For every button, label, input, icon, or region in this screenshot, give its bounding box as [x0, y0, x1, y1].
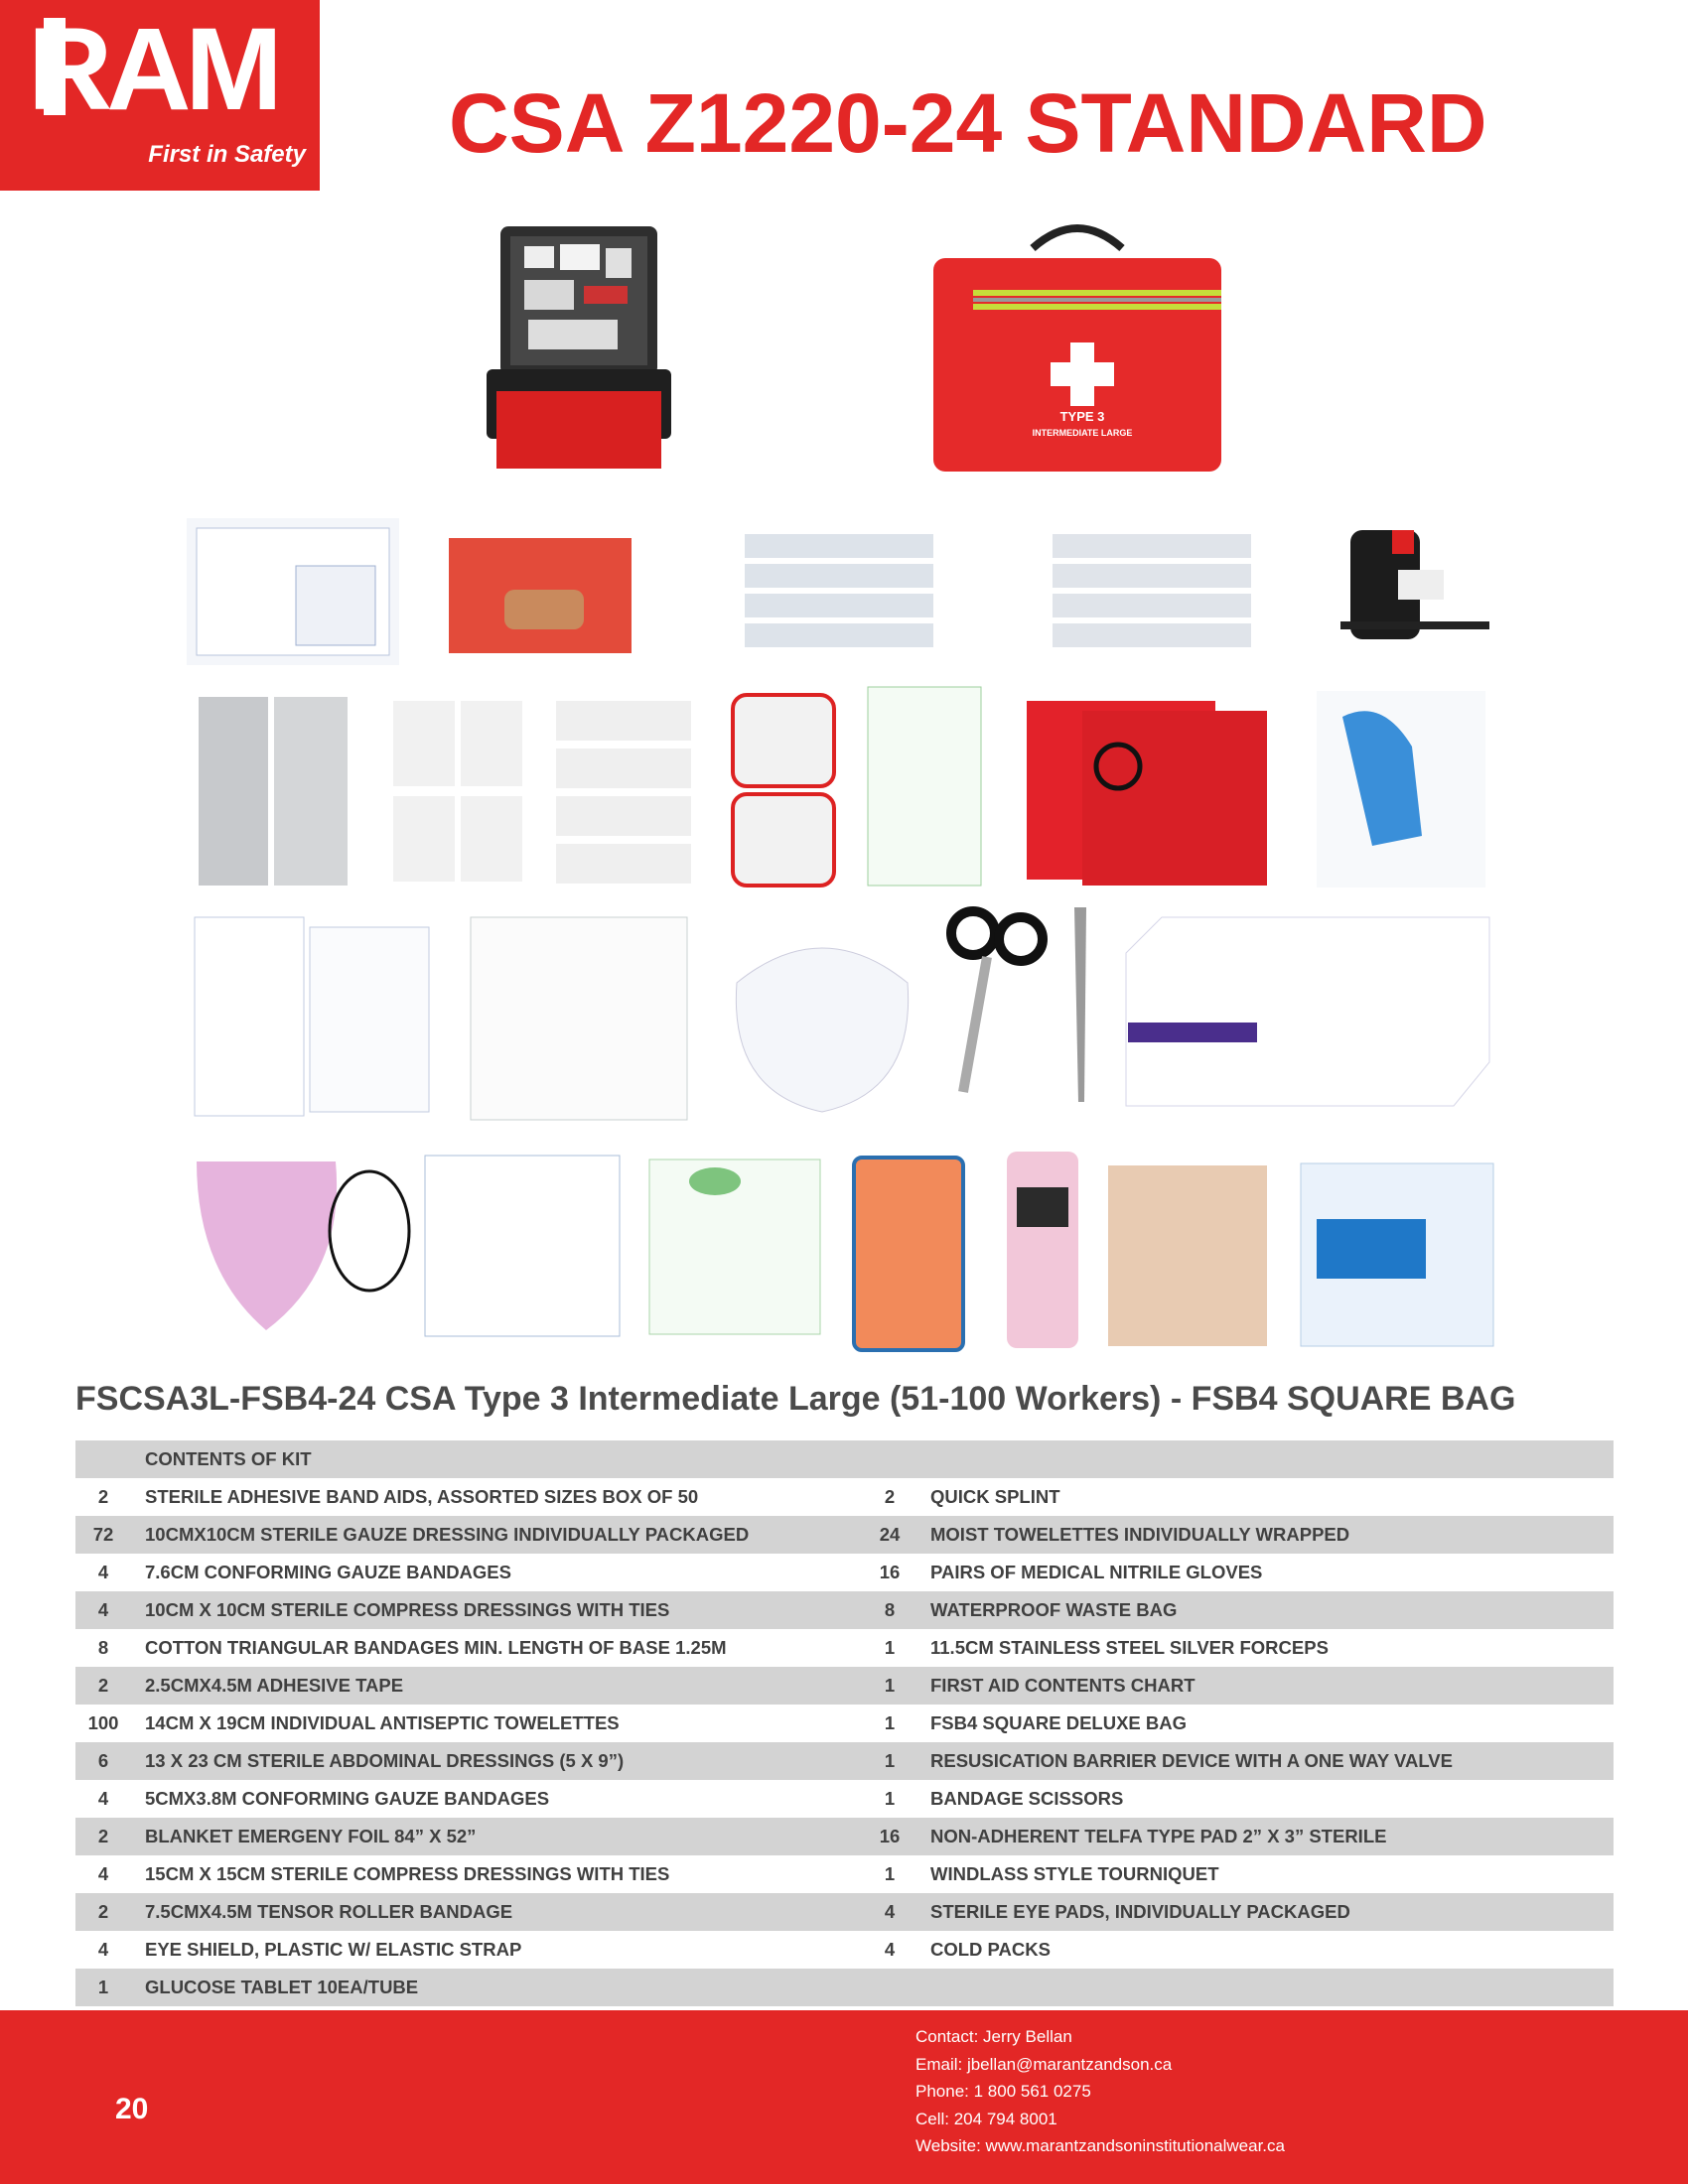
contact-name: Contact: Jerry Bellan — [915, 2027, 1072, 2046]
item-qty: 24 — [863, 1516, 916, 1554]
table-row — [75, 1742, 1614, 1780]
item-description: BANDAGE SCISSORS — [930, 1788, 1124, 1809]
gauze-sponges-image — [187, 518, 399, 665]
item-qty: 4 — [884, 1939, 896, 1960]
antiseptic-towelettes-image — [467, 913, 691, 1124]
item-description: 14CM X 19CM INDIVIDUAL ANTISEPTIC TOWELETTES — [145, 1712, 620, 1733]
item-description: RESUSICATION BARRIER DEVICE WITH A ONE WAY VALVE — [916, 1742, 1614, 1780]
item-description: COTTON TRIANGULAR BANDAGES MIN. LENGTH OF BASE 1.25M — [145, 1637, 727, 1658]
contact-email[interactable]: Email: jbellan@marantzandson.ca — [915, 2054, 1173, 2074]
conforming-gauze-image — [705, 524, 943, 663]
kit-heading: FSCSA3L-FSB4-24 CSA Type 3 Intermediate Large (51-100 Workers) - FSB4 SQUARE BAG — [75, 1380, 1516, 1418]
contact-phone[interactable]: Phone: 1 800 561 0275 — [915, 2082, 1091, 2101]
table-header-row — [75, 1440, 1614, 1478]
eye-pads-image — [421, 1152, 624, 1340]
item-description: 2.5CMX4.5M ADHESIVE TAPE — [131, 1667, 863, 1705]
item-description: GLUCOSE TABLET 10EA/TUBE — [131, 1969, 863, 2006]
item-description: 7.6CM CONFORMING GAUZE BANDAGES — [145, 1562, 511, 1582]
item-qty: 4 — [97, 1863, 109, 1884]
item-qty: 72 — [75, 1516, 131, 1554]
table-row — [75, 1667, 1614, 1705]
item-qty: 100 — [87, 1712, 119, 1733]
nitrile-gloves-image — [1313, 687, 1491, 891]
item-qty: 2 — [97, 1486, 109, 1507]
item-qty: 16 — [863, 1818, 916, 1855]
table-row — [75, 1591, 1614, 1629]
item-description: 7.5CMX4.5M TENSOR ROLLER BANDAGE — [131, 1893, 863, 1931]
item-qty: 1 — [863, 1742, 916, 1780]
tensor-bandage-image — [1104, 1161, 1271, 1350]
item-qty: 16 — [879, 1562, 901, 1582]
table-header-label: CONTENTS OF KIT — [131, 1440, 863, 1478]
item-description: STERILE ADHESIVE BAND AIDS, ASSORTED SIZES BOX OF 50 — [145, 1486, 699, 1507]
forceps-image — [1064, 903, 1094, 1112]
item-description: FIRST AID CONTENTS CHART — [916, 1667, 1614, 1705]
roller-gauze-image — [552, 695, 695, 893]
fabric-bandages-box-image — [445, 530, 635, 659]
foil-blanket-image — [195, 693, 353, 891]
compress-dressing-image — [1013, 524, 1281, 663]
item-description: 15CM X 15CM STERILE COMPRESS DRESSINGS WITH TIES — [145, 1863, 670, 1884]
glucose-tablets-image — [1003, 1148, 1082, 1352]
item-description: 13 X 23 CM STERILE ABDOMINAL DRESSINGS (5 X 9”) — [131, 1742, 863, 1780]
table-row — [75, 1478, 1614, 1516]
item-qty: 2 — [75, 1667, 131, 1705]
item-qty: 8 — [863, 1591, 916, 1629]
table-row — [75, 1780, 1614, 1818]
item-description: NON-ADHERENT TELFA TYPE PAD 2” X 3” STERILE — [916, 1818, 1614, 1855]
contact-website[interactable]: Website: www.marantzandsoninstitutionalwear.ca — [915, 2136, 1285, 2155]
quick-splint-image — [850, 1154, 967, 1354]
open-first-aid-bag-image — [485, 220, 673, 477]
tourniquet-image — [1331, 510, 1499, 679]
item-description: STERILE EYE PADS, INDIVIDUALLY PACKAGED — [916, 1893, 1614, 1931]
adhesive-tape-image — [729, 691, 838, 889]
table-row — [75, 1629, 1614, 1667]
table-row — [75, 1516, 1614, 1554]
item-qty: 2 — [884, 1486, 896, 1507]
table-row — [75, 1705, 1614, 1742]
triangular-bandages-image — [389, 697, 528, 889]
item-description: PAIRS OF MEDICAL NITRILE GLOVES — [930, 1562, 1263, 1582]
page-number: 20 — [115, 2093, 149, 2125]
item-description: BLANKET EMERGENY FOIL 84” X 52” — [131, 1818, 863, 1855]
item-description: FSB4 SQUARE DELUXE BAG — [930, 1712, 1188, 1733]
table-row — [75, 1969, 1614, 2006]
item-description: EYE SHIELD, PLASTIC W/ ELASTIC STRAP — [145, 1939, 522, 1960]
antiseptic-wipes-box-image — [1122, 913, 1493, 1110]
item-qty: 4 — [97, 1562, 109, 1582]
item-description: QUICK SPLINT — [930, 1486, 1060, 1507]
contact-cell[interactable]: Cell: 204 794 8001 — [915, 2109, 1057, 2128]
table-row — [75, 1893, 1614, 1931]
item-qty — [863, 1969, 916, 2006]
bag-badge-size: INTERMEDIATE LARGE — [1032, 428, 1133, 438]
item-description: WINDLASS STYLE TOURNIQUET — [930, 1863, 1219, 1884]
item-description: MOIST TOWELETTES INDIVIDUALLY WRAPPED — [916, 1516, 1614, 1554]
item-qty: 2 — [75, 1893, 131, 1931]
item-qty: 4 — [75, 1591, 131, 1629]
item-qty: 4 — [97, 1788, 109, 1809]
item-qty: 1 — [75, 1969, 131, 2006]
item-description — [916, 1969, 1614, 2006]
item-description: COLD PACKS — [930, 1939, 1051, 1960]
moist-towelettes-image — [864, 683, 985, 889]
item-qty: 8 — [97, 1637, 109, 1658]
eye-shields-image — [187, 1152, 415, 1340]
logo-text: RAM — [28, 4, 277, 135]
item-description: 5CMX3.8M CONFORMING GAUZE BANDAGES — [145, 1788, 550, 1809]
contact-block — [915, 2023, 1285, 2160]
table-row — [75, 1931, 1614, 1969]
item-qty: 6 — [75, 1742, 131, 1780]
kit-contents-table — [75, 1440, 1614, 2006]
item-description: 11.5CM STAINLESS STEEL SILVER FORCEPS — [930, 1637, 1329, 1658]
biohazard-bags-image — [1023, 691, 1271, 889]
item-qty: 1 — [863, 1667, 916, 1705]
ram-logo — [0, 0, 320, 191]
item-qty: 4 — [863, 1893, 916, 1931]
item-qty: 1 — [884, 1863, 896, 1884]
table-row — [75, 1818, 1614, 1855]
item-qty: 4 — [97, 1939, 109, 1960]
item-description: WATERPROOF WASTE BAG — [916, 1591, 1614, 1629]
closed-first-aid-bag-image — [914, 208, 1241, 484]
footer-band — [0, 2010, 1688, 2184]
abdominal-dressings-image — [191, 913, 437, 1122]
telfa-pads-image — [645, 1156, 824, 1338]
table-row — [75, 1554, 1614, 1591]
item-description: 10CMX10CM STERILE GAUZE DRESSING INDIVIDUALLY PACKAGED — [131, 1516, 863, 1554]
bag-badge-type: TYPE 3 — [1059, 409, 1105, 424]
bandage-scissors-image — [943, 903, 1053, 1108]
item-qty: 2 — [75, 1818, 131, 1855]
item-description: 10CM X 10CM STERILE COMPRESS DRESSINGS WITH TIES — [131, 1591, 863, 1629]
page-title: CSA Z1220-24 STANDARD — [449, 76, 1487, 170]
table-row — [75, 1855, 1614, 1893]
item-qty: 1 — [884, 1712, 896, 1733]
item-qty: 1 — [884, 1637, 896, 1658]
item-qty: 1 — [884, 1788, 896, 1809]
cpr-mask-image — [717, 923, 927, 1118]
logo-tagline: First in Safety — [148, 141, 306, 168]
cold-packs-image — [1297, 1160, 1497, 1350]
